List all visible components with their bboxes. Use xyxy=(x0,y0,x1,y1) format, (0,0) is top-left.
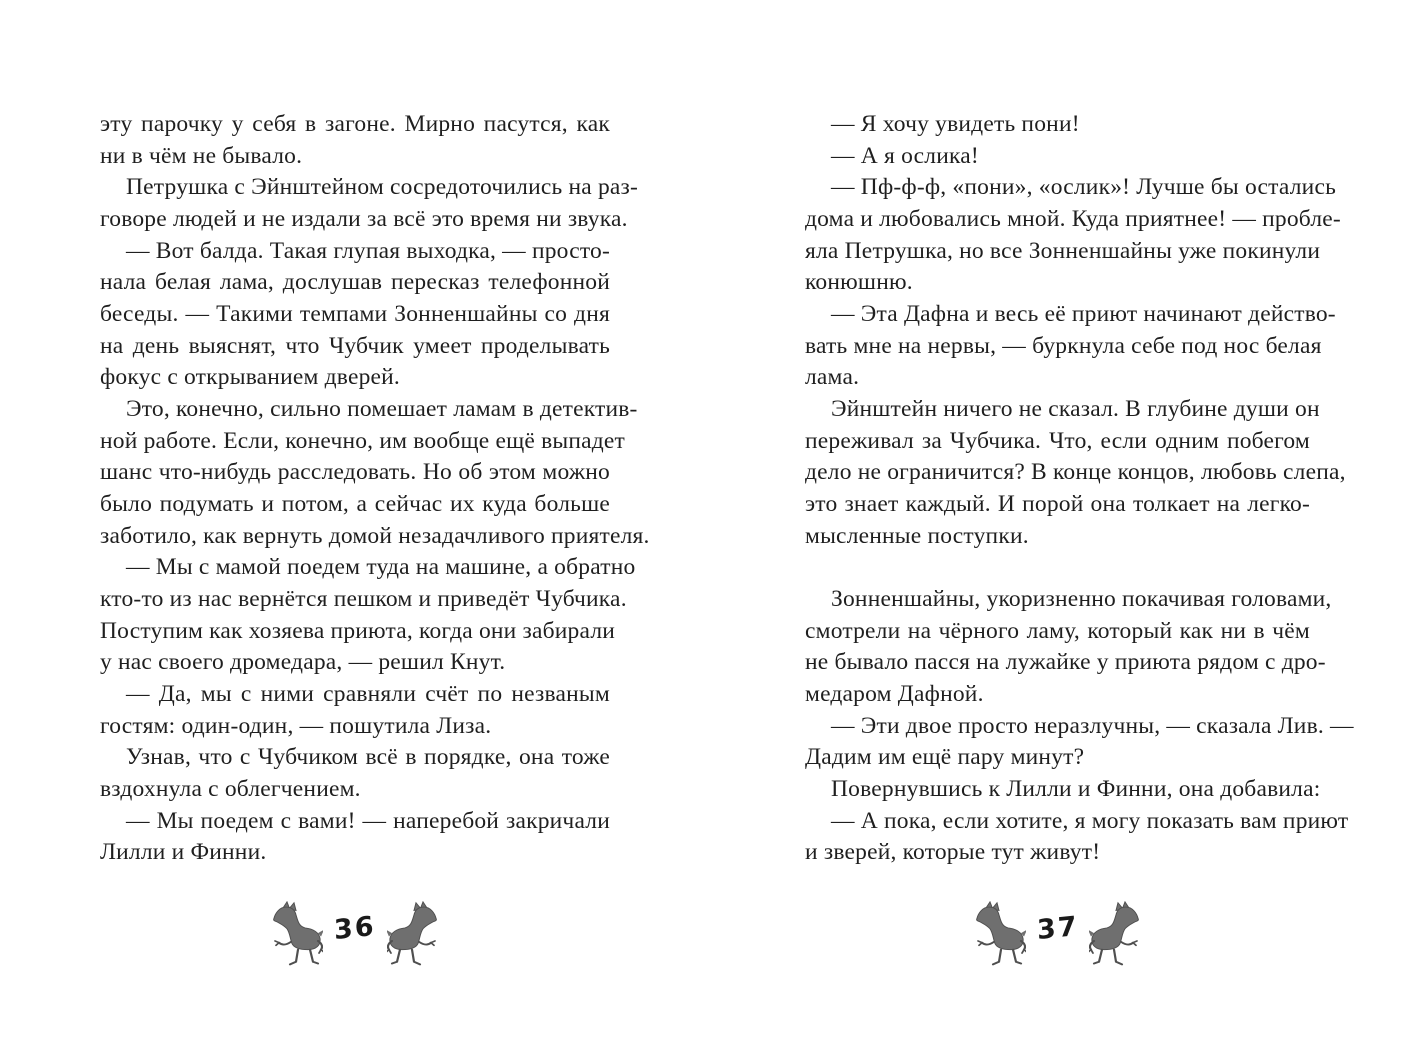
text-line: вздохнула с облегчением. xyxy=(100,776,361,803)
text-line: переживал за Чубчика. Что, если одним побегом xyxy=(805,427,1310,454)
text-line: нала белая лама, дослушав пересказ телефонной xyxy=(100,269,610,296)
text-line: — Мы поедем с вами! — наперебой закричали xyxy=(126,807,610,834)
page-number: 37 xyxy=(1036,910,1079,946)
text-line: гостям: один-один, — пошутила Лиза. xyxy=(100,712,492,739)
text-line: фокус с открыванием дверей. xyxy=(100,364,401,391)
text-line: лама. xyxy=(805,364,860,391)
text-line: не бывало пасся на лужайке у приюта рядом с дро- xyxy=(805,649,1326,676)
text-line: и зверей, которые тут живут! xyxy=(805,839,1101,866)
text-line: шанс что-нибудь расследовать. Но об этом можно xyxy=(100,459,610,486)
text-line: ни в чём не бывало. xyxy=(100,142,303,169)
text-line: — А я ослика! xyxy=(831,142,979,169)
text-line: — Мы с мамой поедем туда на машине, а обратно xyxy=(126,554,636,581)
text-line: Повернувшись к Лилли и Финни, она добавила: xyxy=(831,776,1321,803)
text-line: дома и любовались мной. Куда приятнее! — пробле- xyxy=(805,206,1341,233)
llama-doodle-icon-mirrored xyxy=(387,901,437,967)
text-line: Поступим как хозяева приюта, когда они забирали xyxy=(100,617,616,644)
page-36-footer xyxy=(100,901,610,967)
text-line: — Я хочу увидеть пони! xyxy=(831,111,1080,137)
text-line: смотрели на чёрного ламу, который как ни в чём xyxy=(805,617,1310,644)
page-number: 36 xyxy=(333,910,377,946)
text-line: — А пока, если хотите, я могу показать вам приют xyxy=(831,807,1349,834)
llama-doodle-icon xyxy=(273,901,323,967)
page-right xyxy=(805,0,1354,1050)
text-line: Лилли и Финни. xyxy=(100,839,267,866)
text-line: — Эта Дафна и весь её приют начинают действо- xyxy=(831,301,1336,328)
text-line: вать мне на нервы, — буркнула себе под нос белая xyxy=(805,332,1322,359)
text-line: дело не ограничится? В конце концов, любовь слепа, xyxy=(805,459,1346,486)
text-line: говоре людей и не издали за всё это время ни звука. xyxy=(100,206,628,233)
text-line: Узнав, что с Чубчиком всё в порядке, она тоже xyxy=(126,744,610,771)
text-line: — Вот балда. Такая глупая выходка, — просто- xyxy=(126,237,610,264)
page-left xyxy=(100,0,650,1050)
text-line: мысленные поступки. xyxy=(805,522,1029,549)
text-line: Это, конечно, сильно помешает ламам в детектив- xyxy=(126,396,638,423)
text-line: беседы. — Такими темпами Зонненшайны со дня xyxy=(100,301,610,328)
text-line: — Пф-ф-ф, «пони», «ослик»! Лучше бы остались xyxy=(831,174,1336,201)
text-line: на день выяснят, что Чубчик умеет проделывать xyxy=(100,332,610,359)
page-36-text-column xyxy=(100,109,650,869)
text-line: кто-то из нас вернётся пешком и приведёт Чубчика. xyxy=(100,586,627,613)
text-line: Эйнштейн ничего не сказал. В глубине души он xyxy=(831,396,1320,423)
llama-doodle-icon xyxy=(976,901,1026,967)
text-line: яла Петрушка, но все Зонненшайны уже покинули xyxy=(805,237,1321,264)
text-line: Петрушка с Эйнштейном сосредоточились на раз- xyxy=(126,174,639,201)
text-line: конюшню. xyxy=(805,269,913,296)
text-line: Дадим им ещё пару минут? xyxy=(805,744,1085,771)
text-line: ной работе. Если, конечно, им вообще ещё выпадет xyxy=(100,427,626,454)
text-line: медаром Дафной. xyxy=(805,681,984,708)
page-37-footer xyxy=(805,901,1310,967)
text-line: Зонненшайны, укоризненно покачивая головами, xyxy=(831,586,1332,613)
text-line: — Да, мы с ними сравняли счёт по незваным xyxy=(126,681,610,708)
text-line: было подумать и потом, а сейчас их куда больше xyxy=(100,491,610,518)
text-line: эту парочку у себя в загоне. Мирно пасутся, как xyxy=(100,111,610,137)
text-line: заботило, как вернуть домой незадачливого приятеля. xyxy=(100,522,650,549)
text-line: — Эти двое просто неразлучны, — сказала Лив. — xyxy=(831,712,1354,739)
page-37-text-column xyxy=(805,109,1354,869)
llama-doodle-icon-mirrored xyxy=(1089,901,1139,967)
text-line: у нас своего дромедара, — решил Кнут. xyxy=(100,649,506,676)
text-line: это знает каждый. И порой она толкает на легко- xyxy=(805,491,1310,518)
